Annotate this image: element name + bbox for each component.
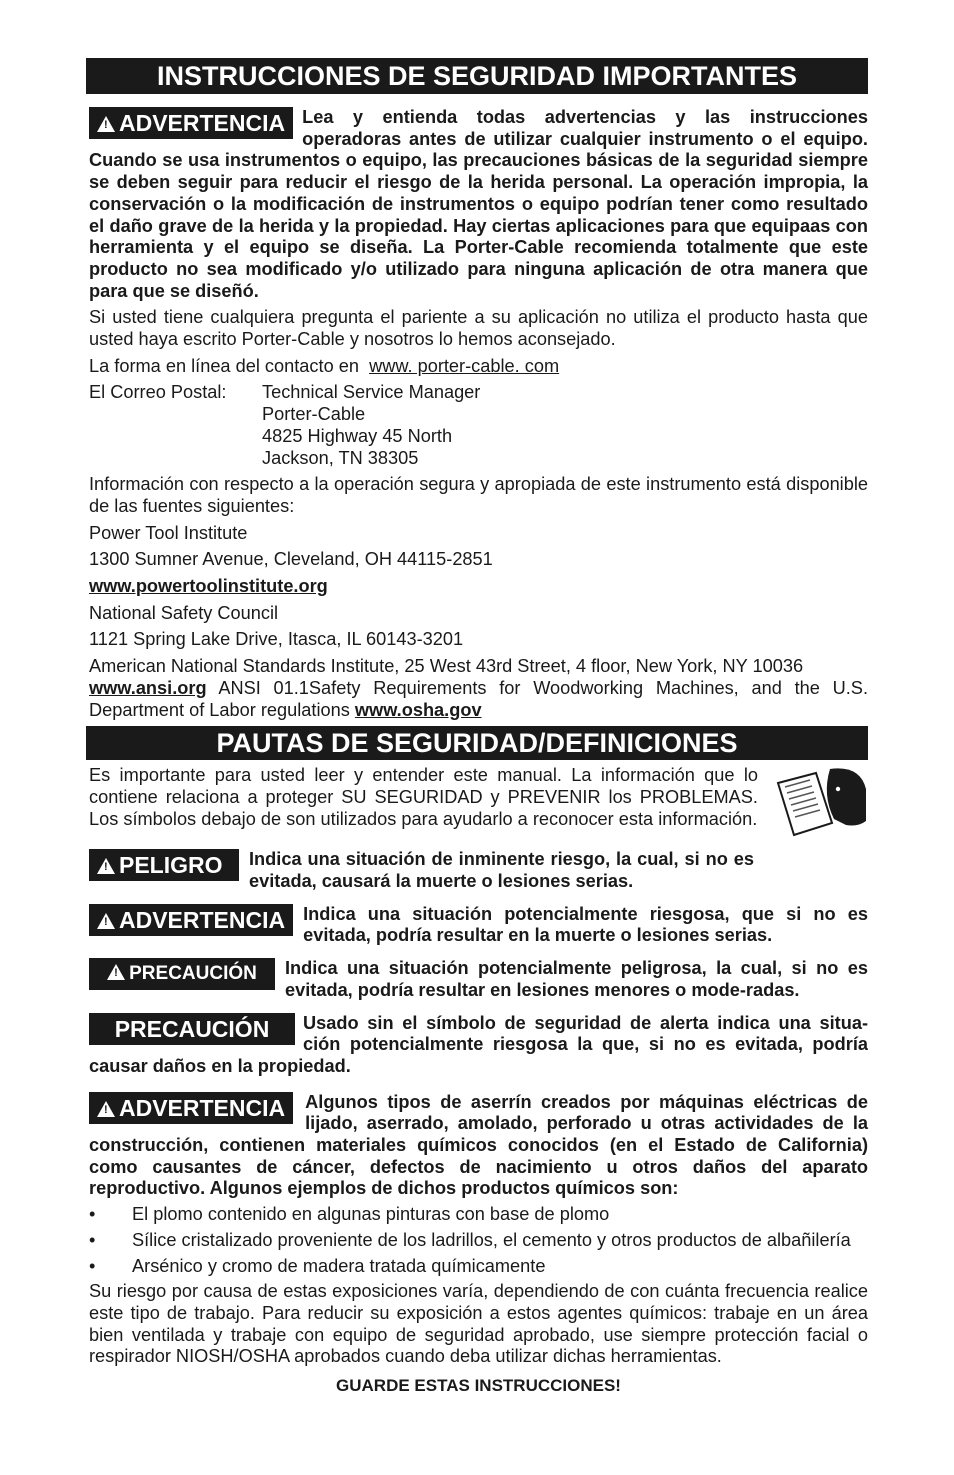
pti-address: 1300 Sumner Avenue, Cleveland, OH 44115-2851	[89, 549, 493, 570]
warning-badge	[89, 904, 293, 936]
ansi-text: American National Standards Institute, 25 West 43rd Street, 4 floor, New York, NY 10036	[89, 656, 804, 677]
save-instructions-footer: GUARDE ESTAS INSTRUCCIONES!	[336, 1376, 621, 1396]
definition-text: Usado sin el símbolo de seguridad de alerta indica una situa-ción potencialmente riesgosa la que, si no es evitada, podría causar daños en la propiedad.	[89, 1012, 868, 1076]
definition-advertencia	[89, 904, 868, 947]
badge-label: ADVERTENCIA	[119, 906, 286, 933]
warning-block	[89, 107, 868, 302]
mail-address	[89, 382, 868, 469]
mail-line: Porter-Cable	[262, 404, 366, 425]
mail-lines	[262, 382, 480, 469]
osha-link[interactable]: www.osha.gov	[354, 699, 482, 720]
definition-peligro	[89, 849, 868, 892]
mail-line: Jackson, TN 38305	[262, 447, 419, 468]
warning-badge	[89, 107, 293, 139]
badge-label: ADVERTENCIA	[119, 110, 286, 136]
pti-link[interactable]: www.powertoolinstitute.org	[89, 576, 328, 597]
chemical-warning-text: Algunos tipos de aserrín creados por máquinas eléctricas de lijado, aserrado, amolado, perforado u otras actividades de la construcción, contienen materiales químicos conocidos (en el Estado de California) como causantes de cáncer, defectos de nacimiento u otros daños del aparato reproductivo. Algunos ejemplos de dichos productos químicos son:	[89, 1091, 868, 1199]
pti-name: Power Tool Institute	[89, 522, 248, 543]
ansi-after-text: ANSI 01.1Safety Requirements for Woodworking Machines, and the U.S. Department of Labor regulations	[89, 677, 868, 720]
section-title-definitions: PAUTAS DE SEGURIDAD/DEFINICIONES	[86, 726, 868, 760]
chemical-warning-block	[89, 1092, 868, 1201]
danger-badge	[89, 849, 239, 881]
intro-block	[89, 765, 868, 843]
manual-page	[89, 58, 868, 1396]
pti-line	[89, 576, 868, 598]
list-item: • Arsénico y cromo de madera tratada químicamente	[89, 1256, 868, 1278]
info-paragraph: Información con respecto a la operación segura y apropiada de este instrumento está disponible de las fuentes siguientes:	[89, 474, 868, 516]
reading-manual-icon	[772, 765, 868, 839]
definition-precaucion-symbol	[89, 958, 868, 1001]
alert-triangle-icon	[97, 1101, 115, 1117]
definition-text: Indica una situación potencialmente peligrosa, la cual, si no es evitada, podría resultar en lesiones menores o mode-radas.	[285, 958, 868, 1000]
ansi-paragraph	[89, 656, 868, 721]
definition-text: Indica una situación de inminente riesgo, la cual, si no es evitada, causará la muerte o lesiones serias.	[249, 849, 754, 891]
badge-label: ADVERTENCIA	[119, 1094, 286, 1121]
alert-triangle-icon	[107, 964, 125, 980]
contact-link[interactable]: www. porter-cable. com	[369, 355, 560, 376]
contact-line	[89, 356, 868, 378]
caution-badge-nosymbol: PRECAUCIÓN	[89, 1013, 295, 1045]
question-paragraph: Si usted tiene cualquiera pregunta el pariente a su aplicación no utiliza el producto hasta que usted haya escrito Porter-Cable y nosotros lo hemos aconsejado.	[89, 307, 868, 350]
mail-line: Technical Service Manager	[262, 382, 481, 403]
badge-label: PRECAUCIÓN	[129, 963, 257, 985]
warning-text: Lea y entienda todas advertencias y las instrucciones operadoras antes de utilizar cualquier instrumento o el equipo. Cuando se usa instrumentos o equipo, las precauciones básicas de la seguridad siempre se deben seguir para reducir el riesgo de la herida personal. La operación impropia, la conservación o la modificación de instrumentos o equipo podrían tener como resultado el daño grave de la herida y la propiedad. Hay ciertas aplicaciones para que equipaas con herramienta y el equipo se diseña. La Porter-Cable recomienda totalmente que este producto no sea modificado y/o utilizado para ninguna aplicación de otra manera que para que se diseñó.	[89, 107, 868, 301]
alert-triangle-icon	[97, 913, 115, 929]
contact-label: La forma en línea del contacto en	[89, 355, 359, 376]
warning-badge	[89, 1092, 293, 1124]
nsc-name: National Safety Council	[89, 602, 279, 623]
definition-text: Indica una situación potencialmente riesgosa, que si no es evitada, podría resultar en la muerte o lesiones serias.	[303, 903, 868, 946]
chemical-list	[89, 1204, 868, 1277]
mail-line: 4825 Highway 45 North	[262, 425, 453, 446]
definition-precaucion-nosymbol	[89, 1013, 868, 1078]
nsc-address: 1121 Spring Lake Drive, Itasca, IL 60143-3201	[89, 629, 464, 650]
caution-badge	[89, 958, 275, 990]
risk-paragraph: Su riesgo por causa de estas exposiciones varía, dependiendo de con cuánta frecuencia realice este tipo de trabajo. Para reducir su exposición a estos agentes químicos: trabaje en un área bien ventilada y trabaje con equipo de seguridad aprobado, use siempre protección facial o respirador NIOSH/OSHA aprobados cuando deba utilizar dichas herramientas.	[89, 1281, 868, 1367]
ansi-link[interactable]: www.ansi.org	[89, 677, 207, 698]
mail-label: El Correo Postal:	[89, 382, 227, 403]
alert-triangle-icon	[97, 116, 115, 132]
section-title-safety-instructions: INSTRUCCIONES DE SEGURIDAD IMPORTANTES	[86, 58, 868, 94]
list-item: • Sílice cristalizado proveniente de los ladrillos, el cemento y otros productos de albañilería	[89, 1230, 868, 1252]
badge-label: PELIGRO	[119, 852, 223, 879]
alert-triangle-icon	[97, 858, 115, 874]
list-item: • El plomo contenido en algunas pinturas con base de plomo	[89, 1204, 868, 1226]
intro-text: Es importante para usted leer y entender este manual. La información que lo contiene relaciona a proteger SU SEGURIDAD y PREVENIR los PROBLEMAS. Los símbolos debajo de son utilizados para ayudarlo a reconocer esta información.	[89, 765, 758, 829]
